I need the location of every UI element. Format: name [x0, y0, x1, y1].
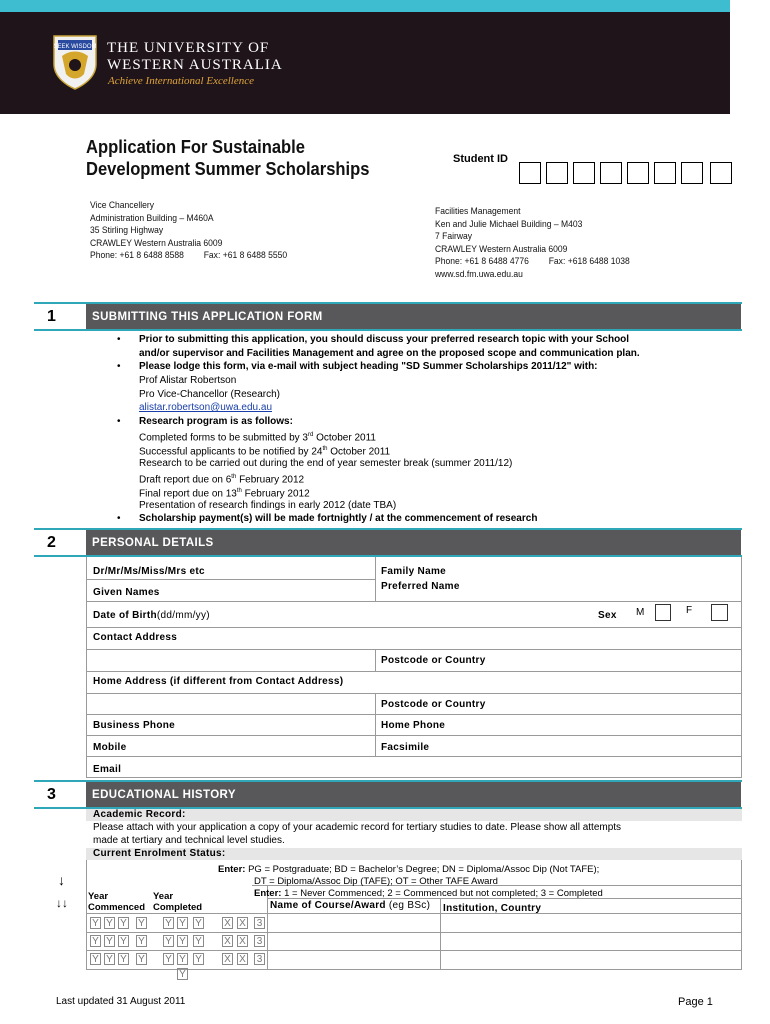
contact-name: Prof Alistar Robertson	[139, 375, 237, 386]
enter-level-key: Enter: PG = Postgraduate; BD = Bachelor’s Degree; DN = Diploma/Assoc Dip (Not TAFE);	[218, 864, 600, 875]
student-id-digit-box[interactable]	[710, 162, 732, 184]
facilities-management-address: Facilities Management Ken and Julie Michael Building – M403 7 Fairway CRAWLEY Western Australia 6009 Phone: +61 8 6488 4776 Fax: +618 6488 1038 www.sd.fm.uwa.edu.au	[435, 206, 630, 280]
instruction-discuss-cont: and/or supervisor and Facilities Management and agree on the proposed scope and communication plan.	[139, 348, 640, 359]
program-item: Successful applicants to be notified by 24th October 2011	[139, 446, 391, 458]
level-code-box[interactable]: X	[237, 953, 248, 965]
sex-f-checkbox[interactable]	[711, 604, 728, 621]
year-digit-box[interactable]: Y	[193, 935, 204, 947]
section-heading: PERSONAL DETAILS	[86, 530, 741, 556]
postcode-label: Postcode or Country	[381, 655, 486, 666]
year-digit-box[interactable]: Y	[118, 935, 129, 947]
program-item: Research to be carried out during the end of year semester break (summer 2011/12)	[139, 458, 513, 469]
year-completed-label: Year Completed	[153, 891, 203, 913]
year-digit-box[interactable]: Y	[104, 953, 115, 965]
university-motto: Achieve International Excellence	[108, 75, 254, 87]
level-code-box[interactable]: X	[222, 953, 233, 965]
year-commenced-label: Year Commenced	[88, 891, 146, 913]
mobile-label: Mobile	[93, 742, 127, 753]
facilities-website-link[interactable]: www.sd.fm.uwa.edu.au	[435, 268, 523, 280]
sex-f-label: F	[686, 605, 693, 616]
given-names-label: Given Names	[93, 587, 160, 598]
preferred-name-label: Preferred Name	[381, 581, 460, 592]
student-id-label: Student ID	[453, 153, 508, 165]
student-id-digit-box[interactable]	[627, 162, 649, 184]
section-heading: SUBMITTING THIS APPLICATION FORM	[86, 304, 741, 330]
year-digit-box[interactable]: Y	[90, 917, 101, 929]
year-digit-box[interactable]: Y	[104, 917, 115, 929]
year-digit-box[interactable]: Y	[163, 935, 174, 947]
student-id-digit-box[interactable]	[573, 162, 595, 184]
status-code-box[interactable]: 3	[254, 917, 265, 929]
last-updated: Last updated 31 August 2011	[56, 996, 186, 1007]
university-crest-logo	[52, 34, 98, 90]
title-field-label: Dr/Mr/Ms/Miss/Mrs etc	[93, 566, 205, 577]
contact-address-label: Contact Address	[93, 632, 178, 643]
enter-status-key: Enter: 1 = Never Commenced; 2 = Commenced but not completed; 3 = Completed	[254, 888, 603, 899]
student-id-digit-box[interactable]	[600, 162, 622, 184]
program-item: Final report due on 13th February 2012	[139, 488, 310, 500]
level-code-box[interactable]: X	[237, 935, 248, 947]
sex-m-label: M	[636, 607, 645, 618]
student-id-digit-box[interactable]	[519, 162, 541, 184]
year-digit-box[interactable]: Y	[177, 968, 188, 980]
status-code-box[interactable]: 3	[254, 953, 265, 965]
top-accent-strip	[0, 0, 730, 12]
year-digit-box[interactable]: Y	[136, 935, 147, 947]
year-digit-box[interactable]: Y	[193, 953, 204, 965]
instruction-lodge: Please lodge this form, via e-mail with subject heading "SD Summer Scholarships 2011/12" with:	[139, 361, 598, 372]
home-address-label: Home Address (if different from Contact Address)	[93, 676, 344, 687]
family-name-label: Family Name	[381, 566, 446, 577]
institution-label: Institution, Country	[443, 903, 542, 914]
level-code-box[interactable]: X	[222, 935, 233, 947]
instruction-payment: Scholarship payment(s) will be made fortnightly / at the commencement of research	[139, 513, 538, 524]
attach-instruction-cont: made at tertiary and technical level studies.	[93, 835, 285, 846]
university-name-line1: THE UNIVERSITY OF	[107, 40, 270, 56]
year-digit-box[interactable]: Y	[90, 935, 101, 947]
form-title-line2: Development Summer Scholarships	[86, 159, 370, 179]
double-arrow-down-icon: ↓↓	[56, 896, 68, 910]
postcode-label: Postcode or Country	[381, 699, 486, 710]
year-digit-box[interactable]: Y	[90, 953, 101, 965]
form-title-line1: Application For Sustainable	[86, 137, 305, 157]
research-program-heading: Research program is as follows:	[139, 416, 293, 427]
section-number: 2	[47, 530, 77, 556]
program-item: Completed forms to be submitted by 3rd October 2011	[139, 432, 376, 444]
year-digit-box[interactable]: Y	[177, 953, 188, 965]
year-digit-box[interactable]: Y	[104, 935, 115, 947]
student-id-digit-box[interactable]	[681, 162, 703, 184]
program-item: Presentation of research findings in early 2012 (date TBA)	[139, 500, 397, 511]
university-name-line2: WESTERN AUSTRALIA	[107, 57, 283, 73]
year-digit-box[interactable]: Y	[136, 917, 147, 929]
course-name-label: Name of Course/Award (eg BSc)	[270, 900, 431, 911]
program-item: Draft report due on 6th February 2012	[139, 474, 305, 486]
year-digit-box[interactable]: Y	[118, 917, 129, 929]
dob-label: Date of Birth(dd/mm/yy)	[93, 610, 210, 621]
year-digit-box[interactable]: Y	[193, 917, 204, 929]
current-enrolment-label: Current Enrolment Status:	[93, 848, 226, 859]
home-phone-label: Home Phone	[381, 720, 446, 731]
vice-chancellery-address: Vice Chancellery Administration Building – M460A 35 Stirling Highway CRAWLEY Western Australia 6009 Phone: +61 8 6488 8588 Fax: +61 8 6488 5550	[90, 200, 288, 261]
academic-record-label: Academic Record:	[93, 809, 186, 820]
year-digit-box[interactable]: Y	[177, 917, 188, 929]
sex-m-checkbox[interactable]	[655, 604, 671, 621]
year-digit-box[interactable]: Y	[136, 953, 147, 965]
year-digit-box[interactable]: Y	[163, 953, 174, 965]
contact-email-link[interactable]: alistar.robertson@uwa.edu.au	[139, 402, 273, 413]
student-id-digit-box[interactable]	[654, 162, 676, 184]
instruction-discuss: Prior to submitting this application, you should discuss your preferred research topic with your School	[139, 334, 630, 345]
sex-label: Sex	[598, 610, 617, 621]
arrow-down-icon: ↓	[58, 872, 65, 888]
section-divider	[34, 329, 742, 331]
section-number: 1	[47, 304, 77, 330]
facsimile-label: Facsimile	[381, 742, 430, 753]
page-number: Page 1	[678, 996, 713, 1008]
section-heading: EDUCATIONAL HISTORY	[86, 782, 741, 808]
student-id-digit-box[interactable]	[546, 162, 568, 184]
year-digit-box[interactable]: Y	[177, 935, 188, 947]
attach-instruction: Please attach with your application a copy of your academic record for tertiary studies to date. Please show all attempts	[93, 822, 622, 833]
level-code-box[interactable]: X	[237, 917, 248, 929]
level-code-box[interactable]: X	[222, 917, 233, 929]
email-label: Email	[93, 764, 122, 775]
year-digit-box[interactable]: Y	[163, 917, 174, 929]
contact-role: Pro Vice-Chancellor (Research)	[139, 389, 280, 400]
business-phone-label: Business Phone	[93, 720, 175, 731]
status-code-box[interactable]: 3	[254, 935, 265, 947]
enter-level-key-cont: DT = Diploma/Assoc Dip (TAFE); OT = Other TAFE Award	[254, 876, 498, 887]
svg-text:SEEK WISDOM: SEEK WISDOM	[53, 44, 97, 50]
section-number: 3	[47, 782, 77, 808]
year-digit-box[interactable]: Y	[118, 953, 129, 965]
